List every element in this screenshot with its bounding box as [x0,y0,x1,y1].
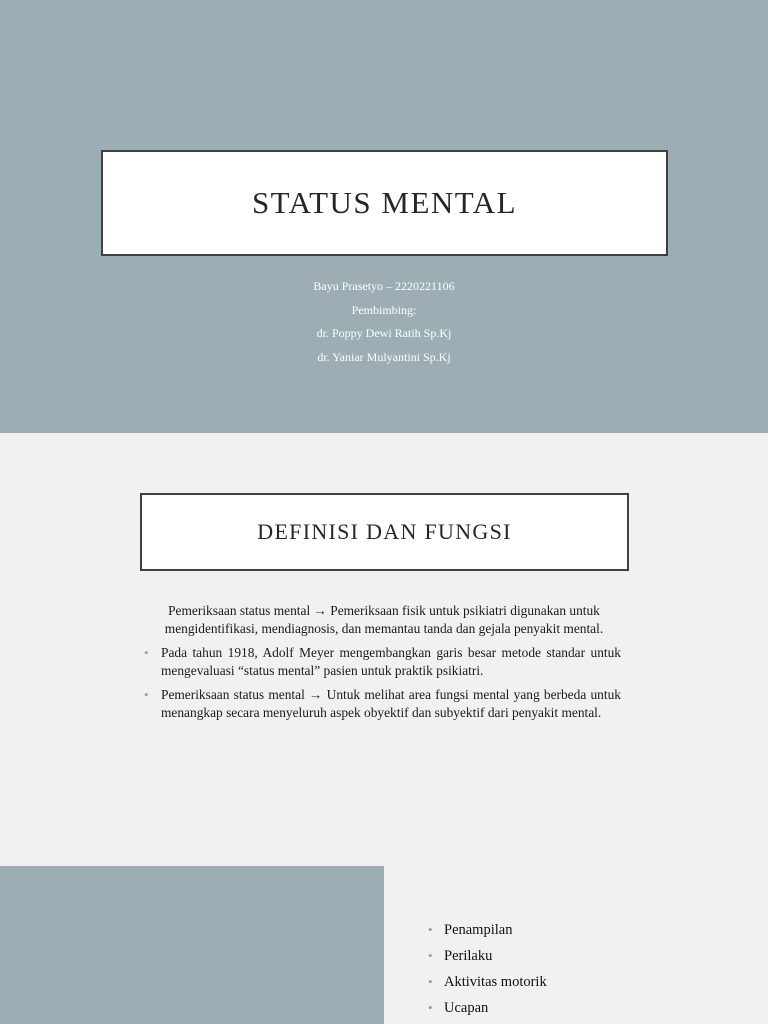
bullet-list [144,644,621,728]
title-box [101,150,668,256]
accent-panel [0,866,384,1024]
supervisor-label: Pembimbing: [351,302,417,317]
intro-paragraph: Pemeriksaan status mental → Pemeriksaan fisik untuk psikiatri digunakan untuk mengidentifikasi, mendiagnosis, dan memantau tanda dan gejala penyakit mental. [164,603,604,636]
heading-box [140,493,629,571]
list-item [428,921,547,947]
bullet-icon: • [428,1000,433,1015]
list-item-text: Aktivitas motorik [444,974,547,990]
bullet-icon: • [144,645,149,660]
supervisor-name: dr. Poppy Dewi Ratih Sp.Kj [316,326,452,340]
subtitle-block [0,276,768,370]
supervisor-name: dr. Yaniar Mulyantini Sp.Kj [317,349,451,364]
list-item [144,644,621,679]
list-item-text: Penampilan [444,922,513,938]
list-item [428,947,547,973]
title-slide [0,0,768,433]
list-item-text: Ucapan [444,1000,489,1016]
bullet-icon: • [428,948,433,963]
bullet-icon: • [144,687,149,702]
bullet-icon: • [428,974,433,989]
bullet-icon: • [428,922,433,937]
list-item-text: Pada tahun 1918, Adolf Meyer mengembangkan garis besar metode standar untuk mengevaluasi “status mental” pasien untuk praktik psikiatri. [161,645,621,678]
list-item-text: Perilaku [444,948,493,964]
topic-list [428,921,547,1024]
definition-slide [0,433,768,866]
slide-heading: DEFINISI DAN FUNGSI [257,519,512,544]
topics-slide [0,866,768,1024]
list-item [144,686,621,721]
author-line: Bayu Prasetyo – 2220221106 [313,279,455,293]
list-item-text: Pemeriksaan status mental → Untuk melihat area fungsi mental yang berbeda untuk menangkap secara menyeluruh aspek obyektif dan subyektif dari penyakit mental. [161,687,621,720]
slide-title: STATUS MENTAL [251,185,518,220]
list-item [428,999,547,1024]
list-item [428,973,547,999]
